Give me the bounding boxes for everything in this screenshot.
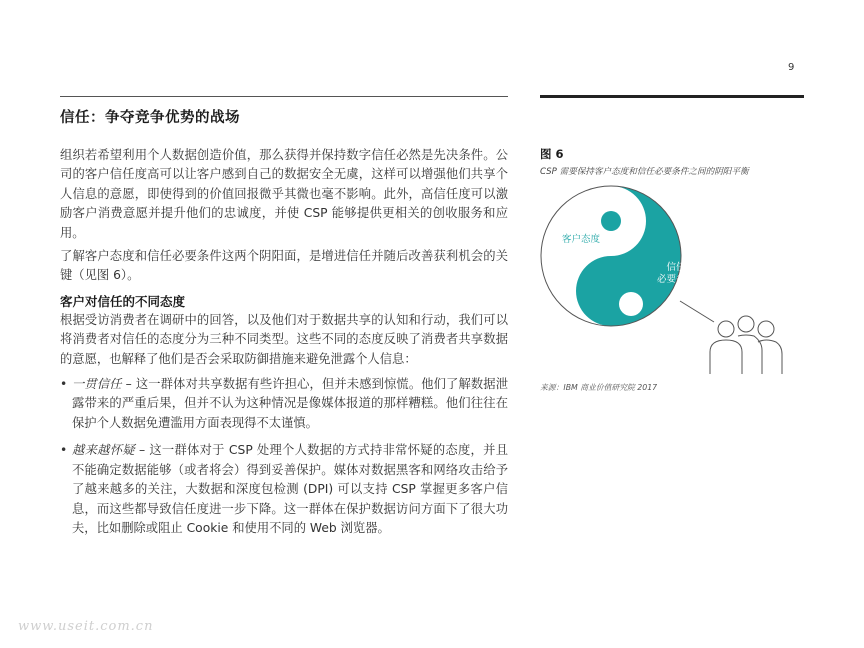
attitude-label: 客户态度 bbox=[562, 234, 601, 245]
paragraph-2: 了解客户态度和信任必要条件这两个阴阳面，是增进信任并随后改善获利机会的关键（见图 6）。 bbox=[60, 249, 508, 283]
page-number: 9 bbox=[788, 62, 795, 73]
bullet-icon: • bbox=[60, 443, 68, 458]
bullet-text: – 这一群体对共享数据有些许担心，但并未感到惊慌。他们了解数据泄露带来的严重后果，但并不认为这种情况是像媒体报道的那样糟糕。他们往往在保护个人数据免遭滥用方面表现得不太谨慎。 bbox=[72, 377, 508, 430]
section-heading: 客户对信任的不同态度 bbox=[60, 293, 186, 309]
bullet-icon: • bbox=[60, 377, 68, 392]
figure-label: 图 6 bbox=[540, 147, 564, 161]
figure-caption: CSP 需要保持客户态度和信任必要条件之间的阴阳平衡 bbox=[540, 167, 749, 177]
bullet-text: – 这一群体对于 CSP 处理个人数据的方式持非常怀疑的态度，并且不能确定数据能够（或者将会）得到妥善保护。媒体对数据黑客和网络攻击给予了越来越多的关注，大数据和深度包检测 (DPI) 可以支持 CSP 掌握更多客户信息，而这些都导致信任度进一步下降。这一群体在保护数据访问方面下了很大功夫，比如删除或阻止 Cookie 和使用不同的 Web 浏览器。 bbox=[72, 443, 508, 535]
bullet-term: 一贯信任 bbox=[72, 377, 122, 392]
trust-label-line2: 必要条件 bbox=[656, 274, 695, 285]
pointer-line bbox=[680, 301, 714, 322]
watermark: www.useit.com.cn bbox=[18, 619, 154, 634]
trust-label bbox=[646, 262, 706, 286]
paragraph-1: 组织若希望利用个人数据创造价值，那么获得并保持数字信任必然是先决条件。公司的客户信任度高可以让客户感到自己的数据安全无虞，这样可以增强他们共享个人信息的意愿，即使得到的价值回报微乎其微也毫不影响。此外，高信任度可以激励客户消费意愿并提升他们的忠诚度，并使 CSP 能够提供更相关的创收服务和应用。 bbox=[60, 148, 508, 240]
people-icon bbox=[710, 316, 782, 374]
page-title: 信任：争夺竞争优势的战场 bbox=[60, 110, 240, 126]
list-item bbox=[60, 441, 508, 538]
main-text-column bbox=[60, 146, 508, 546]
trust-dot bbox=[619, 292, 643, 316]
header-rule-left bbox=[60, 96, 508, 97]
trust-label-line1: 信任 bbox=[666, 262, 686, 273]
bullet-term: 越来越怀疑 bbox=[72, 443, 135, 458]
attitude-list bbox=[60, 375, 508, 538]
section-paragraph: 根据受访消费者在调研中的回答，以及他们对于数据共享的认知和行动，我们可以将消费者对信任的态度分为三种不同类型。这些不同的态度反映了消费者共享数据的意愿，也解释了他们是否会采取防御措施来避免泄露个人信息： bbox=[60, 312, 508, 366]
list-item bbox=[60, 375, 508, 433]
figure-source: 来源：IBM 商业价值研究院 2017 bbox=[540, 383, 658, 392]
header-rule-right bbox=[540, 95, 804, 98]
attitude-dot bbox=[601, 211, 621, 231]
